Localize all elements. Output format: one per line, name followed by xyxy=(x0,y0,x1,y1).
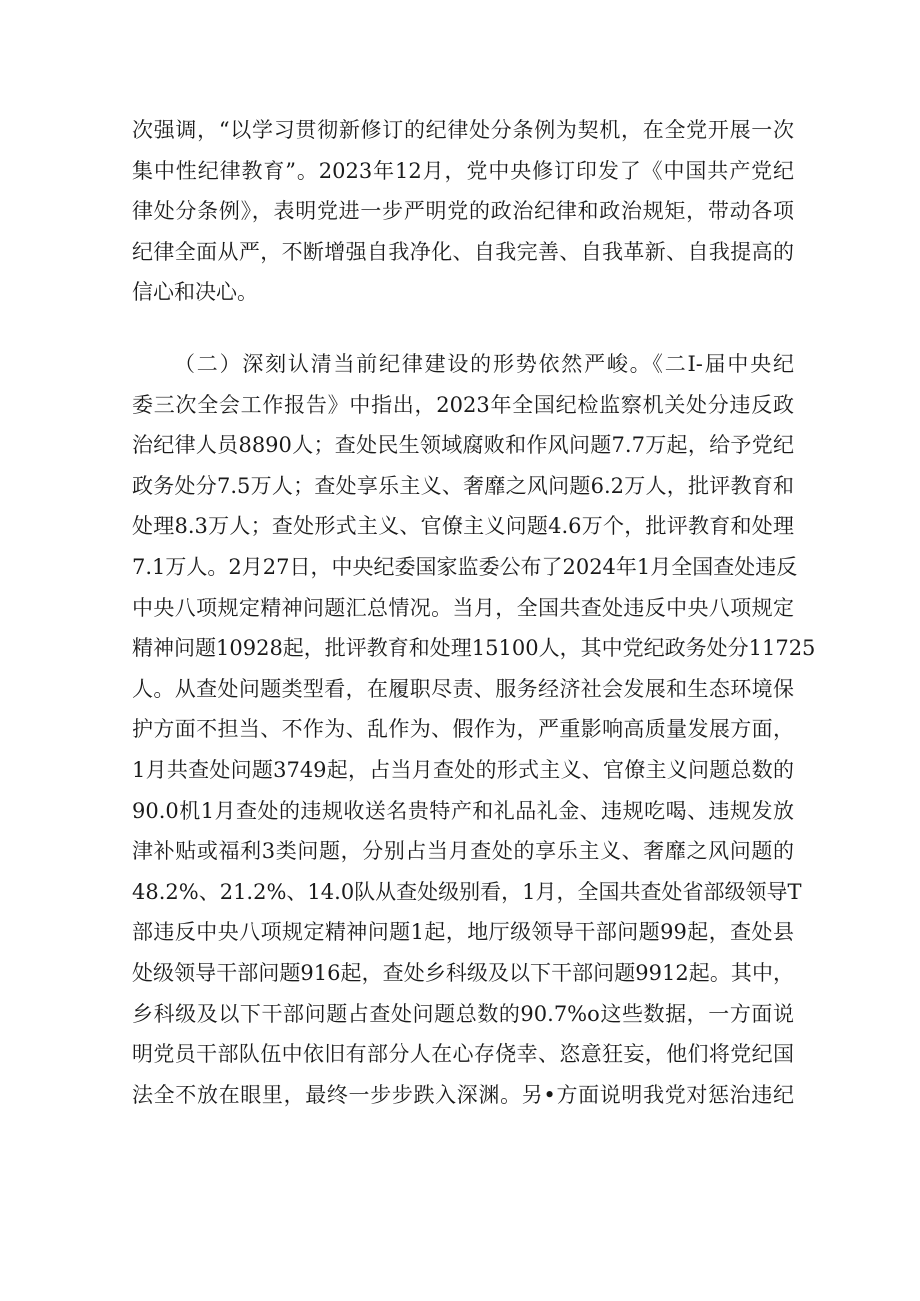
text-line: 7.1万人。2月27日，中央纪委国家监委公布了2024年1月全国查处违反 xyxy=(132,554,798,579)
text-line: 集中性纪律教育”。2023年12月，党中央修订印发了《中国共产党纪 xyxy=(132,158,794,183)
text-line: 明党员干部队伍中依旧有部分人在心存侥幸、恣意狂妄，他们将党纪国 xyxy=(132,1042,794,1067)
text-line: 律处分条例》，表明党进一步严明党的政治纪律和政治规矩，带动各项 xyxy=(132,199,794,224)
text-line: 精神问题10928起，批评教育和处理15100人，其中党纪政务处分11725 xyxy=(132,636,816,661)
text-line: 纪律全面从严，不断增强自我净化、自我完善、自我革新、自我提高的 xyxy=(132,239,794,264)
text-line: 中央八项规定精神问题汇总情况。当月，全国共查处违反中央八项规定 xyxy=(132,595,794,620)
text-line: 次强调，“以学习贯彻新修订的纪律处分条例为契机，在全党开展一次 xyxy=(132,118,794,142)
text-line: 护方面不担当、不作为、乱作为、假作为，严重影响高质量发展方面， xyxy=(132,717,794,742)
text-line: 90.0机1月查处的违规收送名贵特产和礼品礼金、违规吃喝、违规发放 xyxy=(132,798,794,823)
text-line: 1月共查处问题3749起，占当月查处的形式主义、官僚主义问题总数的 xyxy=(132,757,794,782)
text-line: 信心和决心。 xyxy=(132,280,258,305)
text-line: 津补贴或福利3类问题，分别占当月查处的享乐主义、奢靡之风问题的 xyxy=(132,839,794,864)
text-line: 治纪律人员8890人；查处民生领域腐败和作风问题7.7万起，给予党纪 xyxy=(132,433,794,458)
text-line: 政务处分7.5万人；查处享乐主义、奢靡之风问题6.2万人，批评教育和 xyxy=(132,473,794,498)
text-line: 部违反中央八项规定精神问题1起，地厅级领导干部问题99起，查处县 xyxy=(132,920,794,945)
paragraph-discipline-situation xyxy=(132,344,816,1115)
text-line: 人。从查处问题类型看，在履职尽责、服务经济社会发展和生态环境保 xyxy=(132,676,794,701)
paragraph-discipline-education xyxy=(132,110,794,313)
text-line: 48.2%、21.2%、14.0队从查处级别看，1月，全国共查处省部级领导T xyxy=(132,879,802,904)
text-line: 委三次全会工作报告》中指出，2023年全国纪检监察机关处分违反政 xyxy=(132,392,794,417)
section-heading-line: （二）深刻认清当前纪律建设的形势依然严峻。《二I-届中央纪 xyxy=(174,352,794,376)
text-line: 处级领导干部问题916起，查处乡科级及以下干部问题9912起。其中， xyxy=(132,960,794,985)
text-line: 处理8.3万人；查处形式主义、官僚主义问题4.6万个，批评教育和处理 xyxy=(132,514,794,539)
text-line: 法全不放在眼里，最终一步步跌入深渊。另•方面说明我党对惩治违纪 xyxy=(132,1082,794,1107)
text-line: 乡科级及以下干部问题占查处问题总数的90.7%o这些数据，一方面说 xyxy=(132,1001,794,1026)
